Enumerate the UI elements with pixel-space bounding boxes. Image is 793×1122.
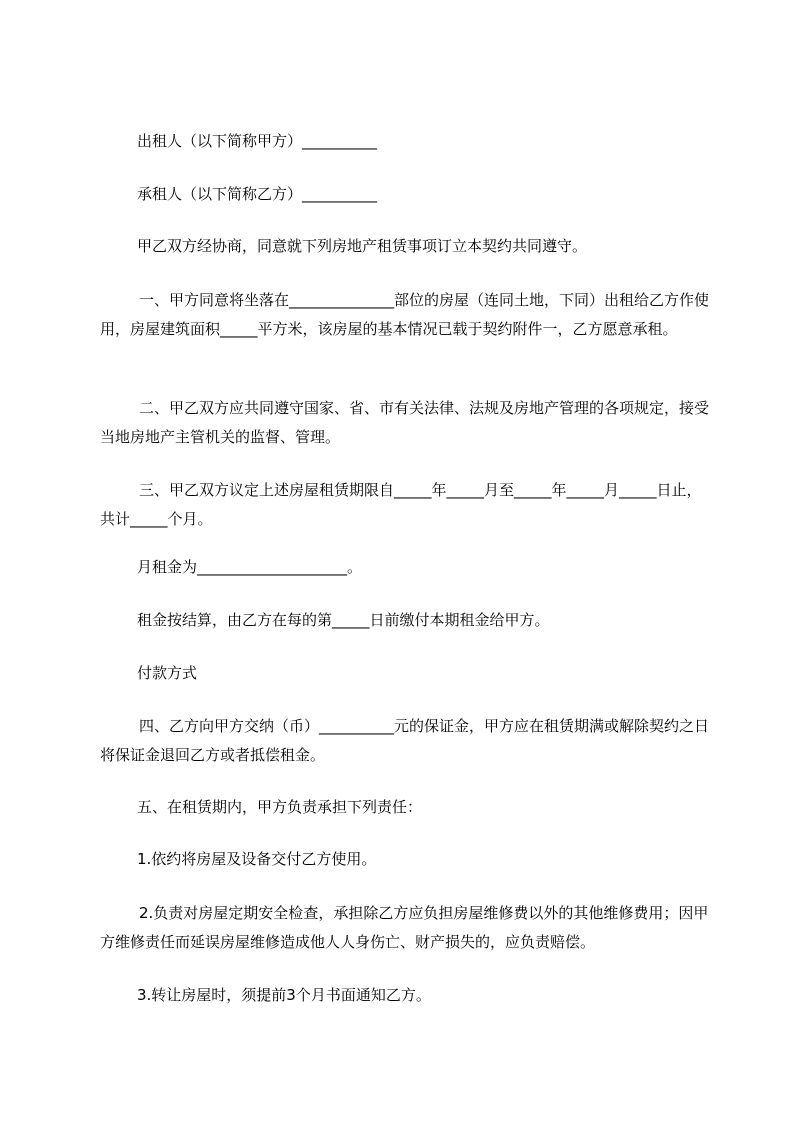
clause-one: 一、甲方同意将坐落在______________部位的房屋（连同土地，下同）出租给乙方作使用，房屋建筑面积_____平方米，该房屋的基本情况已载于契约附件一，乙方愿意承租。 xyxy=(100,291,710,338)
clause-four: 四、乙方向甲方交纳（币）__________元的保证金，甲方应在租赁期满或解除契约之日将保证金退回乙方或者抵偿租金。 xyxy=(100,717,710,764)
clause-five: 五、在租赁期内，甲方负责承担下列责任： xyxy=(137,798,423,816)
rent-settlement: 租金按结算，由乙方在每的第_____日前缴付本期租金给甲方。 xyxy=(137,611,550,629)
item-one: 1.依约将房屋及设备交付乙方使用。 xyxy=(137,850,377,868)
agreement-intro: 甲乙双方经协商，同意就下列房地产租赁事项订立本契约共同遵守。 xyxy=(137,237,588,255)
lessor-line: 出租人（以下简称甲方）__________ xyxy=(137,132,378,150)
payment-method: 付款方式 xyxy=(137,664,198,682)
monthly-rent: 月租金为____________________。 xyxy=(137,558,363,576)
item-two: 2.负责对房屋定期安全检查，承担除乙方应负担房屋维修费以外的其他维修费用；因甲方维修责任而延误房屋维修造成他人人身伤亡、财产损失的，应负责赔偿。 xyxy=(100,904,709,951)
item-three: 3.转让房屋时，须提前3个月书面通知乙方。 xyxy=(137,986,431,1004)
clause-three: 三、甲乙双方议定上述房屋租赁期限自_____年_____月至_____年_____月_____日止，共计_____个月。 xyxy=(100,481,702,528)
lessee-line: 承租人（以下简称乙方）__________ xyxy=(137,185,378,203)
clause-two: 二、甲乙双方应共同遵守国家、省、市有关法律、法规及房地产管理的各项规定，接受当地房地产主管机关的监督、管理。 xyxy=(100,399,710,446)
